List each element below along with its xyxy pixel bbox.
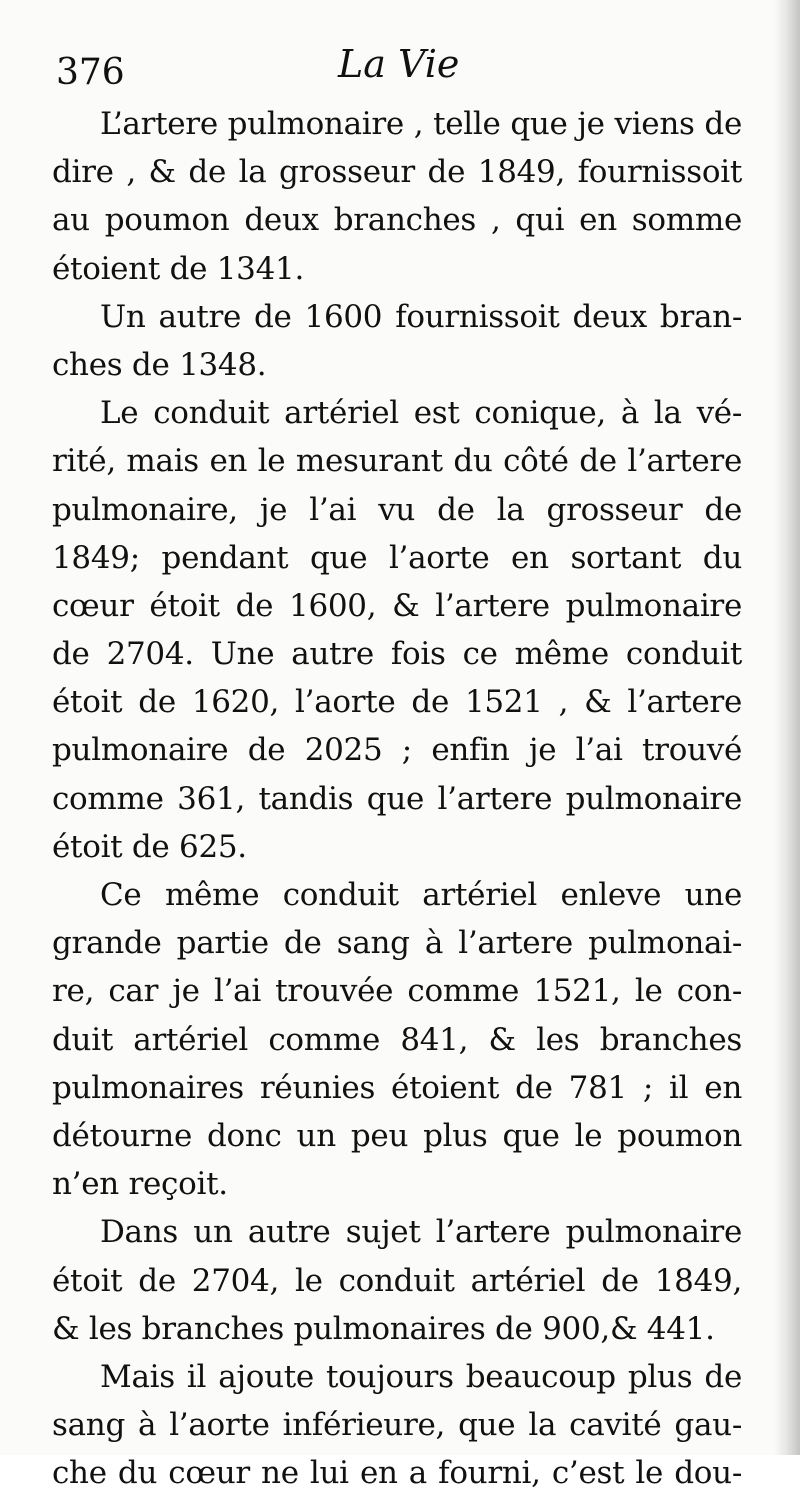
running-head: La Vie xyxy=(338,42,460,86)
text-line: de 2704. Une autre fois ce même conduit xyxy=(52,636,742,673)
text-line: pulmonaires réunies étoient de 781 ; il en xyxy=(52,1069,742,1106)
text-line: L’artere pulmonaire , telle que je viens de xyxy=(100,106,742,142)
text-line: Ce même conduit artériel enleve une xyxy=(100,877,742,913)
text-line: rité, mais en le mesurant du côté de l’artere xyxy=(52,443,742,480)
text-line: & les branches pulmonaires de 900,& 441. xyxy=(52,1310,715,1347)
page-number: 376 xyxy=(56,52,125,93)
text-line: grande partie de sang à l’artere pulmonai- xyxy=(52,925,742,962)
body-text xyxy=(52,100,742,1497)
text-line: étoit de 2704, le conduit artériel de 1849, xyxy=(52,1262,742,1299)
text-line: détourne donc un peu plus que le poumon xyxy=(52,1117,742,1154)
text-line: che du cœur ne lui en a fourni, c’est le dou- xyxy=(52,1455,742,1492)
text-line: pulmonaire, je l’ai vu de la grosseur de xyxy=(52,491,742,528)
text-line: duit artériel comme 841, & les branches xyxy=(52,1021,742,1058)
text-line: n’en reçoit. xyxy=(52,1166,228,1203)
text-line: cœur étoit de 1600, & l’artere pulmonaire xyxy=(52,587,742,624)
text-line: Un autre de 1600 fournissoit deux bran- xyxy=(100,298,742,335)
text-line: étoient de 1341. xyxy=(52,250,304,287)
text-line: sang à l’aorte inférieure, que la cavité gau- xyxy=(52,1407,742,1444)
text-line: Dans un autre sujet l’artere pulmonaire xyxy=(100,1214,742,1251)
text-line: Mais il ajoute toujours beaucoup plus de xyxy=(100,1358,742,1395)
text-line: re, car je l’ai trouvée comme 1521, le con- xyxy=(52,973,742,1010)
text-line: au poumon deux branches , qui en somme xyxy=(52,202,742,239)
text-line: 1849; pendant que l’aorte en sortant du xyxy=(52,539,742,576)
text-line: étoit de 1620, l’aorte de 1521 , & l’artere xyxy=(52,684,742,721)
text-line: étoit de 625. xyxy=(52,828,247,865)
text-line: Le conduit artériel est conique, à la vé- xyxy=(100,395,742,432)
text-line: dire , & de la grosseur de 1849, fournissoit xyxy=(52,154,742,191)
text-line: comme 361, tandis que l’artere pulmonaire xyxy=(52,780,742,817)
page-binding-shadow xyxy=(774,0,800,1455)
text-line: ches de 1348. xyxy=(52,346,267,383)
text-line: pulmonaire de 2025 ; enfin je l’ai trouvé xyxy=(52,732,742,769)
